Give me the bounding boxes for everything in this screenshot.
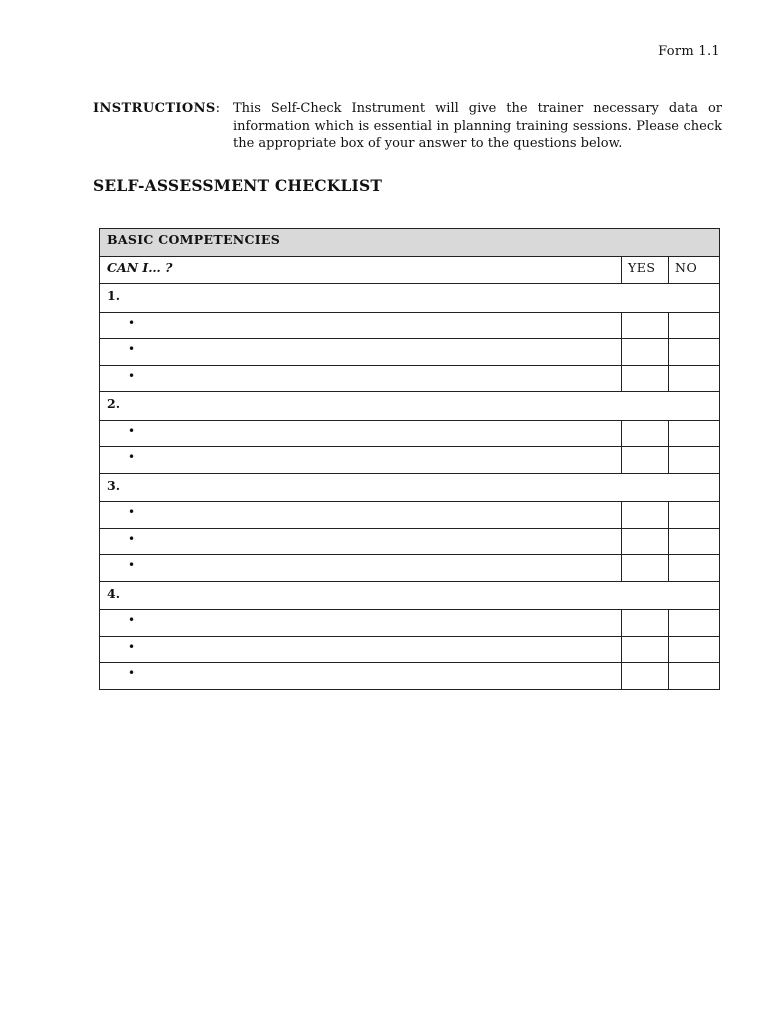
checklist-item-row	[100, 555, 720, 582]
bullet-item	[100, 555, 622, 582]
yes-column-header: YES	[622, 256, 669, 284]
no-checkbox[interactable]	[669, 555, 720, 582]
competency-number: 4.	[100, 581, 720, 610]
bullet-item	[100, 502, 622, 529]
checklist-item-row	[100, 339, 720, 366]
checklist-item-row	[100, 420, 720, 447]
checklist-item-row	[100, 663, 720, 690]
no-checkbox[interactable]	[669, 420, 720, 447]
yes-checkbox[interactable]	[622, 663, 669, 690]
no-checkbox[interactable]	[669, 447, 720, 474]
checklist-item-row	[100, 636, 720, 663]
competency-number-row	[100, 473, 720, 502]
no-checkbox[interactable]	[669, 663, 720, 690]
competency-number: 1.	[100, 284, 720, 313]
bullet-item	[100, 447, 622, 474]
no-checkbox[interactable]	[669, 636, 720, 663]
yes-checkbox[interactable]	[622, 339, 669, 366]
bullet-icon: •	[128, 558, 136, 572]
bullet-item	[100, 420, 622, 447]
bullet-icon: •	[128, 613, 136, 627]
bullet-icon: •	[128, 531, 136, 546]
bullet-icon: •	[128, 368, 136, 383]
yes-checkbox[interactable]	[622, 447, 669, 474]
no-checkbox[interactable]	[669, 528, 720, 555]
competency-number-row	[100, 392, 720, 421]
yes-checkbox[interactable]	[622, 528, 669, 555]
bullet-item	[100, 365, 622, 392]
no-checkbox[interactable]	[669, 339, 720, 366]
table-header-row	[100, 229, 720, 257]
instructions-block	[93, 100, 722, 153]
yes-checkbox[interactable]	[622, 555, 669, 582]
bullet-item	[100, 663, 622, 690]
bullet-item	[100, 610, 622, 637]
yes-checkbox[interactable]	[622, 636, 669, 663]
bullet-icon: •	[128, 423, 136, 438]
checklist-item-row	[100, 447, 720, 474]
competency-number-row	[100, 581, 720, 610]
bullet-icon: •	[128, 315, 136, 330]
bullet-icon: •	[128, 450, 136, 464]
bullet-item	[100, 636, 622, 663]
no-column-header: NO	[669, 256, 720, 284]
basic-competencies-header: BASIC COMPETENCIES	[100, 229, 720, 257]
competency-number: 3.	[100, 473, 720, 502]
form-number: Form 1.1	[658, 44, 720, 59]
competency-number: 2.	[100, 392, 720, 421]
section-title: SELF-ASSESSMENT CHECKLIST	[93, 176, 383, 195]
instructions-colon: :	[215, 101, 221, 116]
self-assessment-table	[99, 228, 720, 690]
competency-number-row	[100, 284, 720, 313]
yes-checkbox[interactable]	[622, 610, 669, 637]
bullet-icon: •	[128, 639, 136, 654]
checklist-item-row	[100, 365, 720, 392]
yes-checkbox[interactable]	[622, 502, 669, 529]
no-checkbox[interactable]	[669, 365, 720, 392]
bullet-item	[100, 312, 622, 339]
instructions-label-wrap	[93, 100, 233, 153]
yes-checkbox[interactable]	[622, 312, 669, 339]
bullet-item	[100, 339, 622, 366]
bullet-item	[100, 528, 622, 555]
table-subheader-row	[100, 256, 720, 284]
bullet-icon: •	[128, 505, 136, 519]
no-checkbox[interactable]	[669, 502, 720, 529]
can-i-label: CAN I… ?	[100, 256, 622, 284]
yes-checkbox[interactable]	[622, 365, 669, 392]
instructions-text: This Self-Check Instrument will give the trainer necessary data or information which is essential in planning training sessions. Please check the appropriate box of your answer to the questions below.	[233, 101, 722, 151]
bullet-icon: •	[128, 342, 136, 356]
checklist-item-row	[100, 312, 720, 339]
yes-checkbox[interactable]	[622, 420, 669, 447]
no-checkbox[interactable]	[669, 610, 720, 637]
checklist-item-row	[100, 502, 720, 529]
instructions-label: INSTRUCTIONS	[93, 101, 216, 116]
bullet-icon: •	[128, 666, 136, 680]
checklist-item-row	[100, 528, 720, 555]
checklist-body	[100, 229, 720, 690]
no-checkbox[interactable]	[669, 312, 720, 339]
checklist-item-row	[100, 610, 720, 637]
